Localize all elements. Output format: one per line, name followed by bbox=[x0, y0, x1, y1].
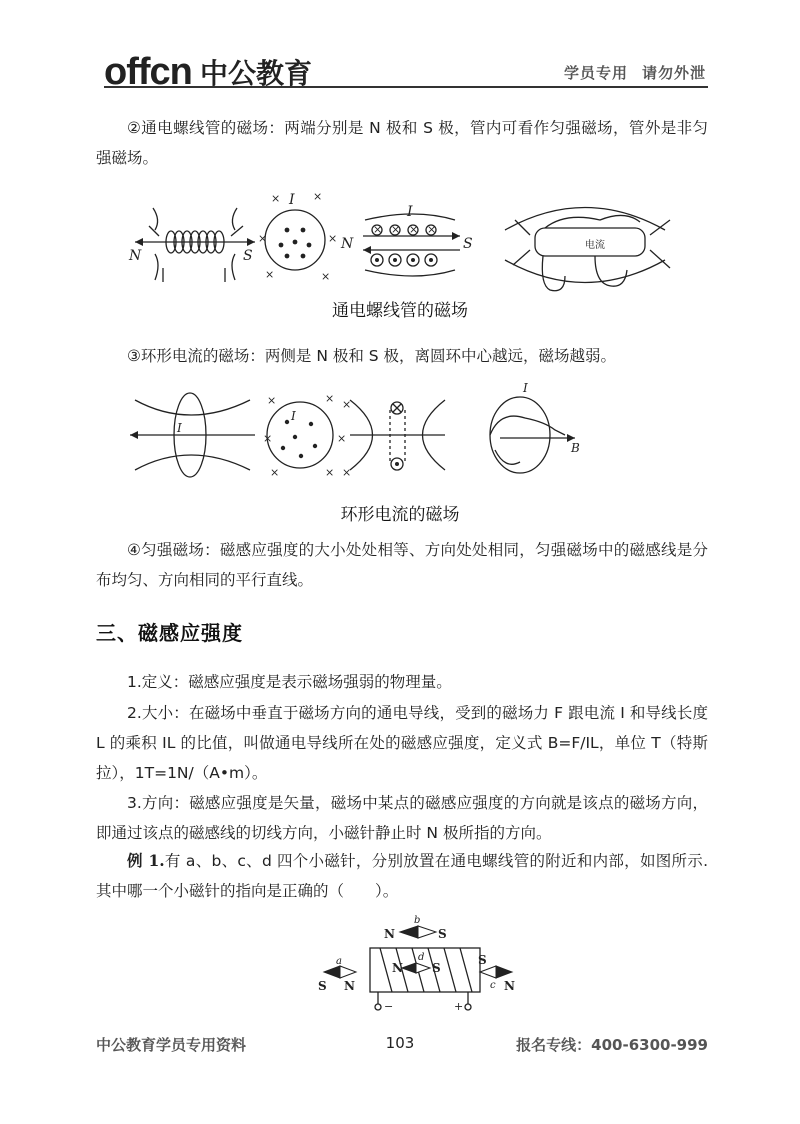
example-text: 有 a、b、c、d 四个小磁针，分别放置在通电螺线管的附近和内部，如图所示. 其中哪一个小磁针的指向是正确的（ ）。 bbox=[96, 852, 708, 900]
label-needle-a: a bbox=[336, 956, 342, 967]
caption-loop: 环形电流的磁场 bbox=[340, 505, 460, 525]
svg-text:×: × bbox=[267, 394, 277, 407]
footer-hotline: 报名专线：400-6300-999 bbox=[516, 1036, 708, 1054]
label-i-3: I bbox=[177, 421, 182, 435]
item-direction: 3.方向：磁感应强度是矢量，磁场中某点的磁感应强度的方向就是该点的磁场方向，即通过该点的磁感线的切线方向，小磁针静止时 N 极所指的方向。 bbox=[96, 794, 708, 842]
svg-text:×: × bbox=[391, 223, 401, 236]
section-heading: 三、磁感应强度 bbox=[96, 621, 243, 645]
label-s-c: S bbox=[478, 953, 487, 967]
label-needle-d: d bbox=[418, 952, 425, 963]
svg-text:×: × bbox=[325, 466, 335, 479]
para-uniform: ④匀强磁场：磁感应强度的大小处处相等、方向处处相同，匀强磁场中的磁感线是分布均匀、方向相同的平行直线。 bbox=[96, 541, 708, 589]
logo-chinese: 中公教育 bbox=[200, 57, 313, 90]
item-magnitude: 2.大小：在磁场中垂直于磁场方向的通电导线，受到的磁场力 F 跟电流 I 和导线长度 L 的乘积 IL 的比值，叫做通电导线所在处的磁感应强度，定义式 B=F/IL，单位 T（特斯拉），1T=1N/（A•m）。 bbox=[96, 704, 708, 782]
example-question bbox=[96, 846, 708, 906]
para-loop: ③环形电流的磁场：两侧是 N 极和 S 极，离圆环中心越远，磁场越弱。 bbox=[127, 347, 617, 365]
figure-solenoid bbox=[125, 190, 685, 300]
header-note-1: 学员专用 bbox=[563, 64, 628, 82]
label-n-c: N bbox=[504, 979, 515, 993]
header-divider bbox=[104, 86, 708, 88]
figure-compass bbox=[310, 912, 520, 1014]
svg-text:×: × bbox=[265, 268, 275, 281]
svg-text:×: × bbox=[321, 270, 331, 283]
svg-text:×: × bbox=[263, 432, 273, 445]
label-n-d: N bbox=[392, 961, 403, 975]
item-definition: 1.定义：磁感应强度是表示磁场强弱的物理量。 bbox=[127, 673, 452, 691]
svg-text:×: × bbox=[337, 432, 347, 445]
label-b: B bbox=[571, 441, 580, 455]
label-s-d: S bbox=[432, 961, 441, 975]
para-solenoid: ②通电螺线管的磁场：两端分别是 N 极和 S 极，管内可看作匀强磁场，管外是非匀强磁场。 bbox=[96, 119, 708, 167]
svg-text:×: × bbox=[325, 392, 335, 405]
header-note bbox=[520, 62, 706, 83]
header-note-2: 请勿外泄 bbox=[641, 64, 706, 82]
label-current: 电流 bbox=[585, 240, 605, 251]
footer-left: 中公教育学员专用资料 bbox=[96, 1036, 247, 1054]
example-label: 例 1. bbox=[127, 851, 165, 870]
label-needle-c: c bbox=[490, 980, 496, 991]
figure-loop bbox=[125, 380, 585, 490]
label-plus: + bbox=[454, 1000, 464, 1013]
svg-text:×: × bbox=[271, 192, 281, 205]
label-n-b: N bbox=[384, 927, 395, 941]
svg-text:×: × bbox=[328, 232, 338, 245]
caption-solenoid: 通电螺线管的磁场 bbox=[332, 301, 468, 321]
logo-text: offcn bbox=[104, 51, 192, 93]
svg-text:×: × bbox=[270, 466, 280, 479]
page-number: 103 bbox=[385, 1034, 415, 1052]
svg-text:×: × bbox=[313, 190, 323, 203]
label-n-1: N bbox=[129, 248, 142, 264]
svg-text:×: × bbox=[258, 232, 268, 245]
label-i-5: I bbox=[523, 381, 528, 395]
label-i-2: I bbox=[407, 204, 413, 220]
label-i-1: I bbox=[289, 192, 295, 208]
label-n-a: N bbox=[344, 979, 355, 993]
svg-text:×: × bbox=[409, 223, 419, 236]
label-s-2: S bbox=[463, 236, 473, 252]
svg-text:×: × bbox=[342, 466, 352, 479]
label-s-b: S bbox=[438, 927, 447, 941]
svg-text:×: × bbox=[373, 223, 383, 236]
label-i-4: I bbox=[291, 409, 296, 423]
svg-text:×: × bbox=[342, 398, 352, 411]
svg-text:×: × bbox=[427, 223, 437, 236]
label-s-1: S bbox=[243, 248, 253, 264]
label-needle-b: b bbox=[414, 915, 421, 926]
label-s-a: S bbox=[318, 979, 327, 993]
label-n-2: N bbox=[341, 236, 354, 252]
label-minus: − bbox=[384, 1000, 394, 1013]
